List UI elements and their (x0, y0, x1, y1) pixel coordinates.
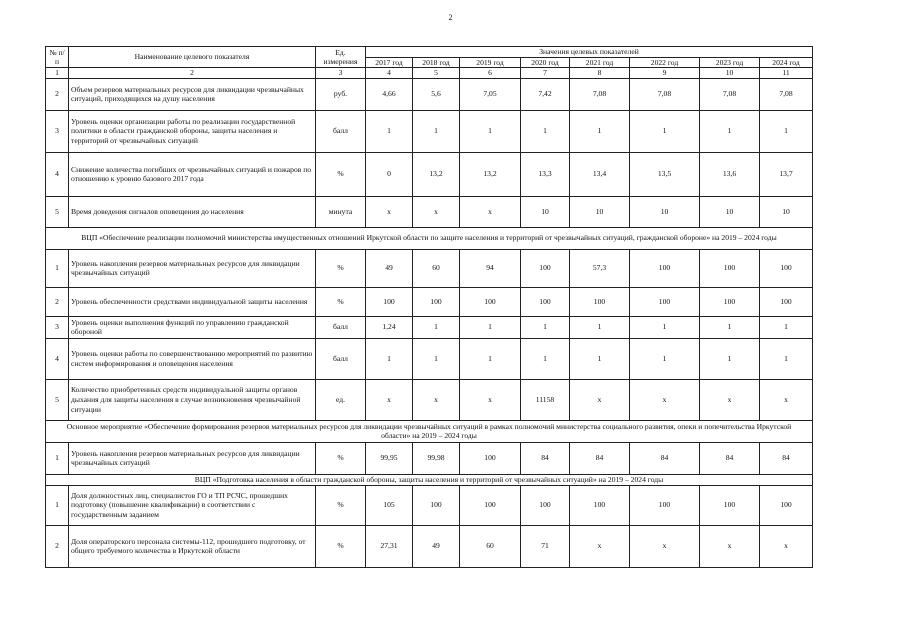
value-cell: 100 (700, 287, 760, 316)
unit-cell: балл (316, 338, 366, 379)
table-row (46, 442, 813, 474)
value-cell: 60 (460, 525, 521, 567)
value-cell: 100 (521, 249, 570, 287)
row-number: 3 (46, 110, 69, 152)
value-cell: 49 (413, 525, 460, 567)
value-cell: 100 (760, 287, 813, 316)
value-cell: 100 (570, 485, 630, 525)
section-header-row (46, 227, 813, 249)
value-cell: 10 (760, 196, 813, 227)
value-cell: 84 (570, 442, 630, 474)
value-cell: 1 (760, 316, 813, 338)
table-row (46, 316, 813, 338)
value-cell: 10 (570, 196, 630, 227)
year-header: 2021 год (570, 57, 630, 68)
year-header: 2019 год (460, 57, 521, 68)
value-cell: 100 (413, 485, 460, 525)
value-cell: х (366, 196, 413, 227)
value-cell: 7,08 (570, 78, 630, 110)
page-number: 2 (448, 13, 453, 22)
target-indicators-table (45, 46, 813, 568)
value-cell: 1 (570, 110, 630, 152)
value-cell: 100 (460, 442, 521, 474)
value-cell: 100 (413, 287, 460, 316)
value-cell: х (700, 525, 760, 567)
table-row (46, 379, 813, 420)
value-cell: 7,05 (460, 78, 521, 110)
section-title: ВЦП «Обеспечение реализации полномочий министерства имущественных отношений Иркутской области по защите населения и территорий от чрезвычайных ситуаций, гражданской обороне» на 2019 – 2024 годы (46, 227, 813, 249)
column-index: 11 (760, 68, 813, 79)
value-cell: 1 (630, 110, 700, 152)
value-cell: 1 (570, 316, 630, 338)
row-number: 5 (46, 379, 69, 420)
value-cell: 105 (366, 485, 413, 525)
year-header: 2022 год (630, 57, 700, 68)
value-cell: 1 (760, 110, 813, 152)
value-cell: 10 (700, 196, 760, 227)
indicator-name: Доля должностных лиц, специалистов ГО и ТП РСЧС, прошедших подготовку (повышение квалификации) в соответствии с государственным заданием (69, 485, 316, 525)
table-row (46, 485, 813, 525)
value-cell: 57,3 (570, 249, 630, 287)
column-index: 4 (366, 68, 413, 79)
value-cell: 11158 (521, 379, 570, 420)
section-title: ВЦП «Подготовка населения в области гражданской обороны, защиты населения и территорий от чрезвычайных ситуаций» на 2019 – 2024 годы (46, 474, 813, 485)
value-cell: 4,66 (366, 78, 413, 110)
value-cell: 1 (630, 338, 700, 379)
value-cell: 1 (570, 338, 630, 379)
value-cell: 5,6 (413, 78, 460, 110)
value-cell: 100 (460, 485, 521, 525)
value-cell: х (570, 525, 630, 567)
row-number: 1 (46, 442, 69, 474)
value-cell: 13,5 (630, 152, 700, 196)
indicator-name: Время доведения сигналов оповещения до населения (69, 196, 316, 227)
column-index: 10 (700, 68, 760, 79)
value-cell: 13,4 (570, 152, 630, 196)
value-cell: 100 (521, 485, 570, 525)
value-cell: 71 (521, 525, 570, 567)
row-number: 4 (46, 338, 69, 379)
value-cell: 100 (700, 249, 760, 287)
unit-cell: % (316, 152, 366, 196)
value-cell: 100 (760, 485, 813, 525)
unit-cell: % (316, 249, 366, 287)
value-cell: 1 (630, 316, 700, 338)
table-row (46, 338, 813, 379)
col-num-header: № п/п (46, 47, 69, 68)
row-number: 4 (46, 152, 69, 196)
value-cell: 1,24 (366, 316, 413, 338)
section-header-row (46, 474, 813, 485)
value-cell: х (413, 196, 460, 227)
value-cell: 1 (521, 110, 570, 152)
column-index: 6 (460, 68, 521, 79)
value-cell: х (630, 525, 700, 567)
table-row (46, 78, 813, 110)
unit-cell: руб. (316, 78, 366, 110)
year-header: 2023 год (700, 57, 760, 68)
indicator-name: Доля операторского персонала системы-112, прошедшего подготовку, от общего требуемого количества в Иркутской области (69, 525, 316, 567)
table-row (46, 152, 813, 196)
unit-cell: % (316, 287, 366, 316)
unit-cell: % (316, 442, 366, 474)
value-cell: 7,08 (700, 78, 760, 110)
section-title: Основное мероприятие «Обеспечение формирования резервов материальных ресурсов для ликвидации чрезвычайных ситуаций в рамках полномочий министерства социального развития, опеки и попечительства Иркутской области» на 2019 – 2024 годы (46, 420, 813, 442)
row-number: 2 (46, 78, 69, 110)
value-cell: 84 (630, 442, 700, 474)
value-cell: 100 (366, 287, 413, 316)
value-cell: 99,98 (413, 442, 460, 474)
value-cell: 100 (700, 485, 760, 525)
indicator-name: Уровень накопления резервов материальных ресурсов для ликвидации чрезвычайных ситуаций (69, 442, 316, 474)
col-unit-header: Ед. измерения (316, 47, 366, 68)
value-cell: 7,42 (521, 78, 570, 110)
value-cell: х (630, 379, 700, 420)
value-cell: х (366, 379, 413, 420)
value-cell: х (760, 525, 813, 567)
indicator-name: Уровень оценки работы по совершенствованию мероприятий по развитию систем информирования и оповещения населения (69, 338, 316, 379)
value-cell: 100 (630, 287, 700, 316)
column-index: 8 (570, 68, 630, 79)
column-index: 3 (316, 68, 366, 79)
unit-cell: балл (316, 110, 366, 152)
value-cell: 1 (460, 316, 521, 338)
value-cell: 1 (413, 110, 460, 152)
unit-cell: % (316, 525, 366, 567)
value-cell: 100 (630, 249, 700, 287)
value-cell: 1 (460, 110, 521, 152)
indicator-name: Снижение количества погибших от чрезвычайных ситуаций и пожаров по отношению к уровню базового 2017 года (69, 152, 316, 196)
value-cell: 1 (413, 316, 460, 338)
value-cell: х (570, 379, 630, 420)
value-cell: 99,95 (366, 442, 413, 474)
value-cell: 100 (521, 287, 570, 316)
value-cell: 100 (570, 287, 630, 316)
value-cell: х (460, 379, 521, 420)
value-cell: 7,08 (630, 78, 700, 110)
section-header-row (46, 420, 813, 442)
row-number: 2 (46, 525, 69, 567)
column-index: 1 (46, 68, 69, 79)
unit-cell: ед. (316, 379, 366, 420)
indicator-name: Количество приобретенных средств индивидуальной защиты органов дыхания для защиты населения в случае возникновения чрезвычайной ситуации (69, 379, 316, 420)
row-number: 2 (46, 287, 69, 316)
value-cell: 1 (366, 110, 413, 152)
year-header: 2020 год (521, 57, 570, 68)
col-name-header: Наименование целевого показателя (69, 47, 316, 68)
value-cell: 13,3 (521, 152, 570, 196)
unit-cell: % (316, 485, 366, 525)
value-cell: 1 (460, 338, 521, 379)
year-header: 2018 год (413, 57, 460, 68)
value-cell: 1 (700, 338, 760, 379)
value-cell: 1 (366, 338, 413, 379)
value-cell: 7,08 (760, 78, 813, 110)
value-cell: х (413, 379, 460, 420)
value-cell: 27,31 (366, 525, 413, 567)
table-row (46, 249, 813, 287)
indicator-name: Уровень накопления резервов материальных ресурсов для ликвидации чрезвычайных ситуаций (69, 249, 316, 287)
year-header: 2017 год (366, 57, 413, 68)
value-cell: 49 (366, 249, 413, 287)
value-cell: 10 (521, 196, 570, 227)
value-cell: 13,7 (760, 152, 813, 196)
indicator-name: Объем резервов материальных ресурсов для ликвидации чрезвычайных ситуаций, приходящихся на душу населения (69, 78, 316, 110)
value-cell: 13,6 (700, 152, 760, 196)
value-cell: 10 (630, 196, 700, 227)
value-cell: 1 (521, 338, 570, 379)
unit-cell: минута (316, 196, 366, 227)
value-cell: 1 (700, 316, 760, 338)
value-cell: 0 (366, 152, 413, 196)
row-number: 3 (46, 316, 69, 338)
column-index: 5 (413, 68, 460, 79)
table-row (46, 196, 813, 227)
column-index: 7 (521, 68, 570, 79)
column-index: 9 (630, 68, 700, 79)
value-cell: х (700, 379, 760, 420)
value-cell: 84 (521, 442, 570, 474)
value-cell: 1 (700, 110, 760, 152)
table-row (46, 525, 813, 567)
value-cell: 1 (413, 338, 460, 379)
value-cell: х (460, 196, 521, 227)
value-cell: х (760, 379, 813, 420)
indicator-name: Уровень обеспеченности средствами индивидуальной защиты населения (69, 287, 316, 316)
value-cell: 94 (460, 249, 521, 287)
value-cell: 60 (413, 249, 460, 287)
value-cell: 1 (521, 316, 570, 338)
value-cell: 84 (760, 442, 813, 474)
row-number: 1 (46, 485, 69, 525)
value-cell: 100 (760, 249, 813, 287)
value-cell: 13,2 (460, 152, 521, 196)
values-group-header: Значения целевых показателей (366, 47, 813, 58)
indicator-name: Уровень оценки организации работы по реализации государственной политики в области гражданской обороны, защиты населения и территорий от чрезвычайных ситуаций (69, 110, 316, 152)
table-row (46, 110, 813, 152)
value-cell: 1 (760, 338, 813, 379)
column-index: 2 (69, 68, 316, 79)
unit-cell: балл (316, 316, 366, 338)
table-row (46, 287, 813, 316)
year-header: 2024 год (760, 57, 813, 68)
value-cell: 100 (460, 287, 521, 316)
indicator-name: Уровень оценки выполнения функций по управлению гражданской обороной (69, 316, 316, 338)
value-cell: 13,2 (413, 152, 460, 196)
value-cell: 100 (630, 485, 700, 525)
value-cell: 84 (700, 442, 760, 474)
row-number: 5 (46, 196, 69, 227)
column-index-row (46, 68, 813, 79)
header-row (46, 47, 813, 58)
row-number: 1 (46, 249, 69, 287)
